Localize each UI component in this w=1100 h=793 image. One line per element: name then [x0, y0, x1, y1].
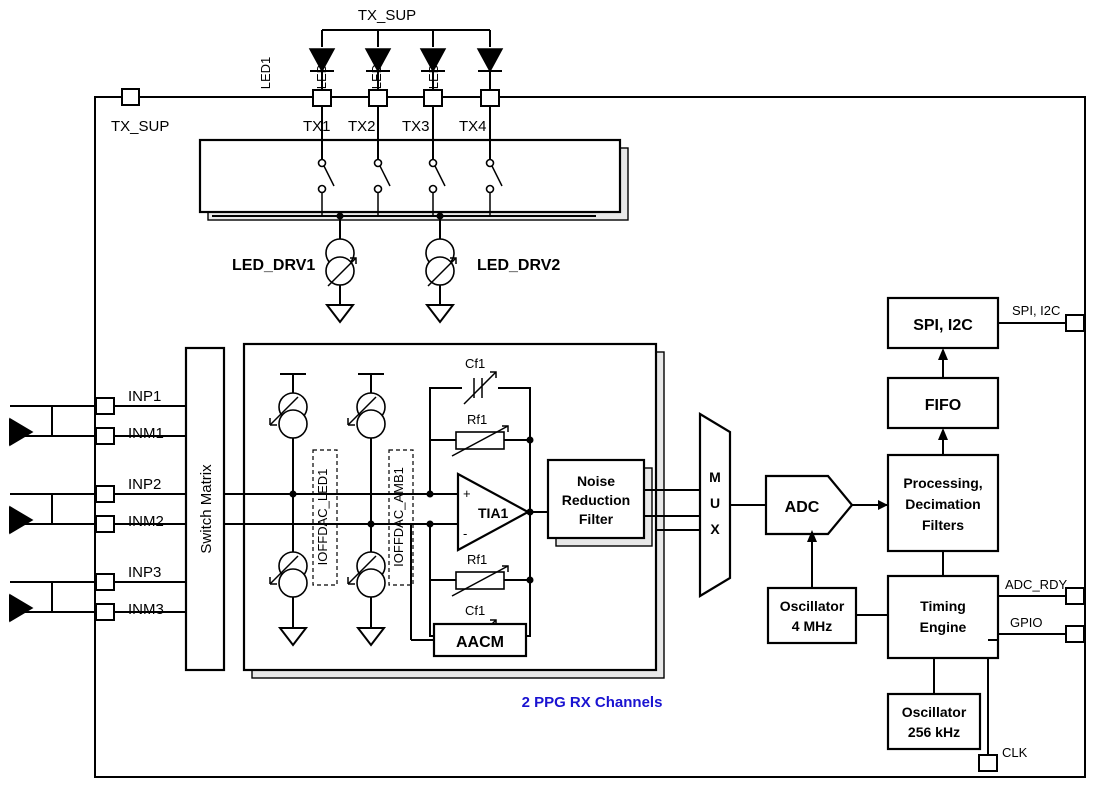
oscillator-4mhz-line1: Oscillator: [779, 598, 845, 614]
pad-spi-i2c: [1066, 315, 1084, 331]
cf1-bottom-label: Cf1: [465, 603, 486, 618]
tx-sup-left-label: TX_SUP: [111, 118, 170, 135]
tx3-label: TX3: [402, 118, 430, 135]
tia1-plus-label: +: [463, 486, 471, 501]
led3-label: LED3: [369, 56, 384, 90]
rx-channels-note: 2 PPG RX Channels: [521, 694, 663, 711]
photodiode-3: [10, 582, 100, 621]
timing-engine-line2: Engine: [919, 619, 967, 635]
tx2-label: TX2: [348, 118, 376, 135]
gpio-label: GPIO: [1010, 615, 1043, 630]
inm2-label: INM2: [128, 513, 164, 530]
photodiode-2: [10, 494, 100, 533]
pad-inp2: [96, 486, 114, 502]
led-drv1-label: LED_DRV1: [232, 257, 316, 274]
photodiode-1: [10, 406, 100, 445]
noise-filter-line2: Reduction: [561, 492, 631, 508]
pad-tx3: [424, 90, 442, 106]
pad-clk: [979, 755, 997, 771]
led4-symbol: [478, 49, 502, 71]
processing-line3: Filters: [921, 517, 965, 533]
oscillator-256khz-line2: 256 kHz: [907, 724, 961, 740]
pad-tx2: [369, 90, 387, 106]
pad-inm1: [96, 428, 114, 444]
clk-label: CLK: [1002, 745, 1028, 760]
aacm-label: AACM: [456, 634, 504, 651]
tx1-label: TX1: [303, 118, 331, 135]
tia1-minus-label: -: [463, 526, 468, 541]
switch-matrix-label: Switch Matrix: [198, 464, 215, 554]
pad-tx-sup-left: [122, 89, 139, 105]
inm3-label: INM3: [128, 601, 164, 618]
inp3-label: INP3: [128, 564, 162, 581]
adc-label: ADC: [784, 499, 820, 516]
arrow-proc-fifo: [938, 428, 948, 440]
processing-line2: Decimation: [905, 496, 981, 512]
mux-letter-u: U: [709, 495, 721, 511]
arrow-fifo-spi: [938, 348, 948, 360]
fifo-label: FIFO: [924, 397, 962, 414]
led-drv1: [326, 216, 356, 322]
mux-letter-m: M: [709, 469, 721, 485]
noise-filter-line1: Noise: [576, 473, 616, 489]
dot-fb-bot-in: [427, 521, 434, 528]
tia1-label: TIA1: [478, 505, 509, 521]
cf1-top-label: Cf1: [465, 356, 486, 371]
spi-i2c-pad-label: SPI, I2C: [1012, 303, 1061, 318]
led4-label: LED4: [426, 56, 441, 90]
tx-sup-top-label: TX_SUP: [357, 7, 417, 24]
pad-adc-rdy: [1066, 588, 1084, 604]
inm1-label: INM1: [128, 425, 164, 442]
dot-fb-top-rf: [527, 437, 534, 444]
spi-i2c-label: SPI, I2C: [913, 317, 973, 334]
timing-engine-line1: Timing: [920, 598, 966, 614]
rf1-top-label: Rf1: [467, 412, 488, 427]
pad-gpio: [1066, 626, 1084, 642]
adc-rdy-label: ADC_RDY: [1005, 577, 1068, 592]
pad-tx4: [481, 90, 499, 106]
oscillator-4mhz-line2: 4 MHz: [791, 618, 833, 634]
pad-tx1: [313, 90, 331, 106]
oscillator-256khz-line1: Oscillator: [901, 704, 967, 720]
tx4-label: TX4: [459, 118, 487, 135]
ioffdac-led1-label: IOFFDAC_LED1: [315, 468, 330, 566]
processing-line1: Processing,: [903, 475, 983, 491]
timing-engine-box: [888, 576, 998, 658]
pad-inp1: [96, 398, 114, 414]
oscillator-4mhz-box: [768, 588, 856, 643]
pad-inm3: [96, 604, 114, 620]
inp1-label: INP1: [128, 388, 162, 405]
tx-switch-box: [200, 140, 620, 212]
led2-label: LED2: [314, 56, 329, 90]
led-drv2-label: LED_DRV2: [477, 257, 561, 274]
ioffdac-amb1-label: IOFFDAC_AMB1: [391, 467, 406, 567]
led1-label: LED1: [258, 56, 273, 90]
mux-letter-x: X: [710, 521, 720, 537]
inp2-label: INP2: [128, 476, 162, 493]
pad-inp3: [96, 574, 114, 590]
rf1-bottom-label: Rf1: [467, 552, 488, 567]
arrow-adc-proc: [878, 500, 888, 510]
led-drv2: [426, 216, 456, 322]
pad-inm2: [96, 516, 114, 532]
oscillator-256khz-box: [888, 694, 980, 749]
noise-filter-line3: Filter: [578, 511, 614, 527]
dot-fb-bot-rf: [527, 577, 534, 584]
dot-led1-rail: [290, 491, 297, 498]
dot-amb1-rail: [368, 521, 375, 528]
